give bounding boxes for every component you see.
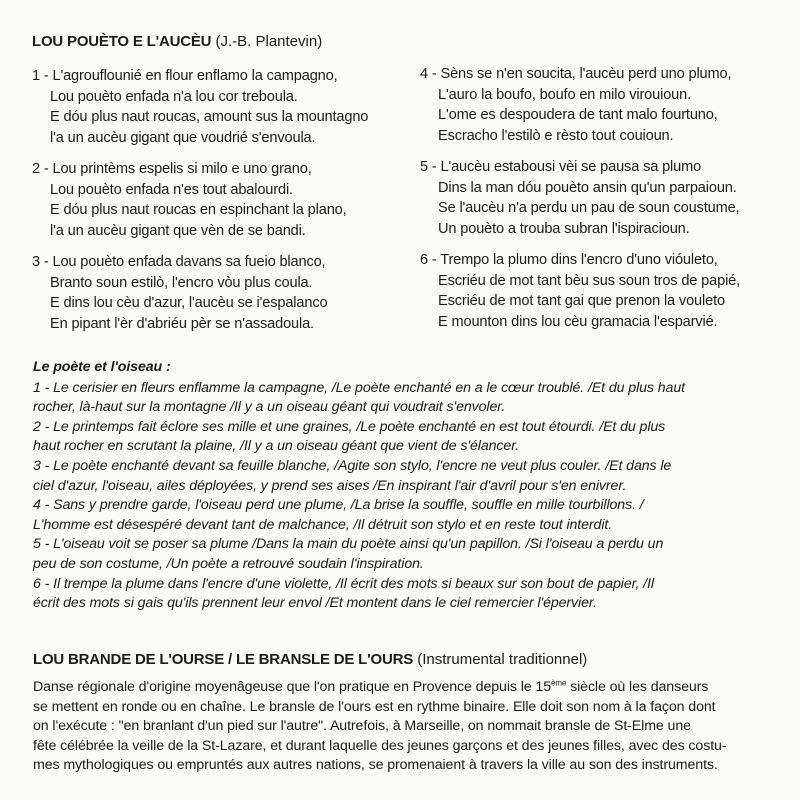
translation-line: 1 - Le cerisier en fleurs enflamme la campagne, /Le poète enchanté en a le cœur troublé. /Et du plus haut — [33, 379, 685, 396]
stanza-3 — [32, 252, 327, 334]
verse-line: Se l'aucèu n'a perdu un pau de soun coustume, — [438, 200, 740, 216]
poem-title — [32, 33, 322, 50]
verse-line: l'a un aucèu gigant que vèn de se bandi. — [50, 222, 306, 239]
verse-line: 6 - Trempo la plumo dins l'encro d'uno vióuleto, — [420, 252, 718, 268]
verse-line: 1 - L'agrouflounié en flour enflamo la campagno, — [32, 68, 338, 84]
verse-line: E mounton dins lou cèu gramacia l'esparvié. — [438, 313, 718, 330]
verse-line: Dins la man dóu pouèto ansin qu'un parpaioun. — [438, 179, 737, 196]
stanza-5 — [420, 157, 739, 239]
translation-line: écrit des mots si gais qu'ils prennent leur envol /Et montent dans le ciel remercier l'épervier. — [33, 595, 597, 612]
paragraph-line: on l'exécute : "en branlant d'un pied sur l'autre". Autrefois, à Marseille, on nommait bransle de St-Elme une — [33, 718, 691, 735]
stanza-6 — [420, 250, 740, 332]
verse-line: Branto soun estilò, l'encro vòu plus coula. — [50, 274, 313, 291]
poem-author: (J.-B. Plantevin) — [215, 33, 323, 50]
stanza-4 — [420, 64, 731, 146]
translation-block — [33, 358, 778, 614]
verse-line: Escracho l'estilò e rèsto tout couioun. — [438, 127, 674, 144]
verse-line: 4 - Sèns se n'en soucita, l'aucèu perd uno plumo, — [420, 66, 732, 82]
section-paragraph — [33, 678, 783, 776]
translation-line: 5 - L'oiseau voit se poser sa plume /Dans la main du poète ainsi qu'un papillon. /Si l'oiseau a perdu un — [33, 536, 664, 553]
translation-line: rocher, là-haut sur la montagne /Il y a un oiseau géant qui voudrait s'envoler. — [33, 399, 506, 416]
verse-line: L'ome es despoudera de tant malo fourtuno, — [438, 107, 718, 123]
verse-line: En pipant l'èr d'abriéu pèr se n'assadoula. — [50, 315, 314, 332]
verse-line: L'auro la boufo, boufo en milo virouioun. — [438, 86, 692, 103]
verse-line: Un pouèto a trouba subran l'ispiracioun. — [438, 220, 690, 237]
ordinal-suffix: ème — [551, 678, 567, 688]
verse-line: 2 - Lou printèms espelis si milo e uno grano, — [32, 161, 312, 177]
verse-line: E dóu plus naut roucas, amount sus la mountagno — [50, 109, 369, 125]
verse-line: Escriéu de mot tant bèu sus soun tros de papié, — [438, 272, 741, 289]
verse-line: 5 - L'aucèu estabousi vèi se pausa sa plumo — [420, 159, 702, 175]
translation-line: 6 - Il trempe la plume dans l'encre d'une violette, /Il écrit des mots si beaux sur son bout de papier, /Il — [33, 575, 654, 592]
translation-line: peu de son costume, /Un poète a retrouvé soudain l'inspiration. — [33, 555, 424, 572]
paragraph-line: se mettent en ronde ou en chaîne. Le bransle de l'ours est en rythme binaire. Elle doit son nom à la façon dont — [33, 698, 716, 715]
translation-line: 3 - Le poète enchanté devant sa feuille blanche, /Agite son stylo, l'encre ne veut plus couler. /Et dans le — [33, 457, 672, 474]
verse-line: Lou pouèto enfada n'es tout abalourdi. — [50, 181, 293, 198]
paragraph-line: fête célébrée la veille de la St-Lazare, et durant laquelle des jeunes garçons et des jeunes filles, avec des costu- — [33, 737, 727, 754]
translation-heading: Le poète et l'oiseau : — [33, 359, 171, 375]
poem-title-text: LOU POUÈTO E L'AUCÈU — [32, 33, 212, 50]
stanza-1 — [32, 66, 368, 148]
verse-line: Lou pouèto enfada n'a lou cor treboula. — [50, 88, 298, 105]
verse-line: l'a un aucèu gigant que voudrié s'envoula. — [50, 129, 316, 146]
verse-line: E dins lou cèu d'azur, l'aucèu se i'espalanco — [50, 295, 328, 311]
section-subtitle: (Instrumental traditionnel) — [417, 651, 588, 668]
paragraph-text: Danse régionale d'origine moyenâgeuse que l'on pratique en Provence depuis le 15 — [33, 679, 551, 695]
translation-line: L'homme est désespéré devant tant de malchance, /Il détruit son stylo et en reste tout interdit. — [33, 516, 613, 533]
paragraph-line: mes mythologiques ou empruntés aux autres nations, se promenaient à travers la ville au son des instruments. — [33, 757, 718, 774]
verse-line: E dóu plus naut roucas en espinchant la plano, — [50, 202, 347, 218]
verse-line: 3 - Lou pouèto enfada davans sa fueio blanco, — [32, 254, 326, 270]
paragraph-line — [33, 678, 783, 698]
translation-line: haut rocher en scrutant la plaine, /Il y a un oiseau géant que vient de s'élancer. — [33, 438, 520, 455]
translation-line: ciel d'azur, l'oiseau, ailes déployées, y prend ses aises /En inspirant l'air d'avril pour s'en enivrer. — [33, 477, 627, 494]
section-title — [33, 651, 587, 668]
translation-line: 4 - Sans y prendre garde, l'oiseau perd une plume, /La brise la souffle, souffle en mille tourbillons. / — [33, 497, 644, 514]
stanza-2 — [32, 159, 347, 241]
verse-line: Escriéu de mot tant gai que prenon la vouleto — [438, 293, 725, 309]
paragraph-text: siècle où les danseurs — [566, 679, 709, 695]
section-title-text: LOU BRANDE DE L'OURSE / LE BRANSLE DE L'OURS — [33, 651, 414, 668]
translation-line: 2 - Le printemps fait éclore ses mille et une graines, /Le poète enchanté en est tout étourdi. /Et du plus — [33, 418, 666, 435]
